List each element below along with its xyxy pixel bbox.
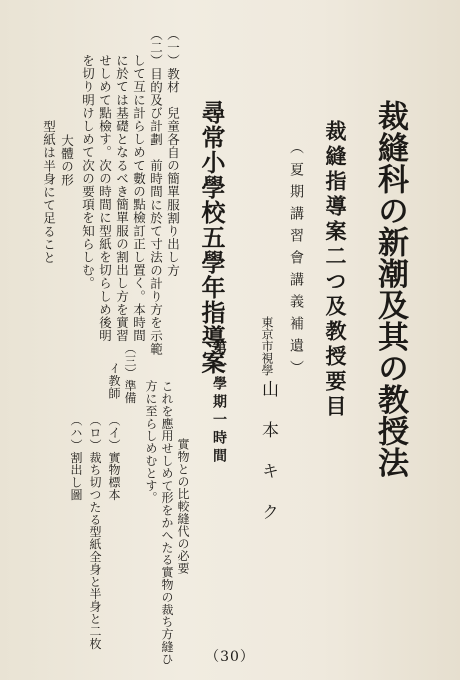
text-line: 實物との比較縫代の必要 bbox=[176, 438, 190, 575]
supplement-note: （夏期講習會講義補遺） bbox=[288, 140, 304, 382]
text-line: せしめて點檢す。次の時間に型紙を切らしめ後明 bbox=[97, 54, 113, 343]
text-line: 方に至らしめむとす。 bbox=[144, 380, 158, 504]
item-tool: （ハ）割出し圖 bbox=[69, 414, 83, 501]
text-line: を切り明けしめて次の要項を知らしむ。 bbox=[80, 54, 96, 290]
session-label: 第一學期一時間 bbox=[211, 340, 227, 466]
text-line: 大體の形 bbox=[59, 134, 75, 187]
main-title: 裁縫科の新潮及其の教授法 bbox=[372, 100, 408, 478]
item-teacher: ｲ教師 bbox=[107, 362, 121, 400]
text-line: （一）教材 兒童各自の簡單服割り出し方 bbox=[165, 28, 181, 277]
text-line: （二）目的及び計劃 前時間に於て寸法の計り方を示範 bbox=[148, 28, 164, 356]
author-name: 山本キク bbox=[258, 380, 278, 544]
author-affiliation: 東京市視學 bbox=[260, 316, 274, 376]
subtitle: 裁縫指導案二つ及教授要目 bbox=[323, 120, 348, 420]
item-tool: （イ）實物標本 bbox=[107, 414, 121, 501]
text-line: これを應用せしめて形をかへたる實物の裁ち方縫ひ bbox=[160, 380, 174, 666]
item-prep: （三）準備 bbox=[123, 342, 137, 404]
text-line: に於ては基礎となるべき簡單服の割出し方を實習 bbox=[114, 54, 130, 343]
item-tool: （ロ）裁ち切つたる型紙全身と半身と二枚 bbox=[88, 414, 102, 650]
text-line: して互に計らしめて數の點檢訂正し置く。本時間 bbox=[131, 54, 147, 343]
text-line: 型紙は半身にて足ること bbox=[41, 120, 57, 265]
section-title: 尋常小學校五學年指導案 bbox=[197, 100, 226, 375]
page-number: （30） bbox=[205, 649, 255, 665]
